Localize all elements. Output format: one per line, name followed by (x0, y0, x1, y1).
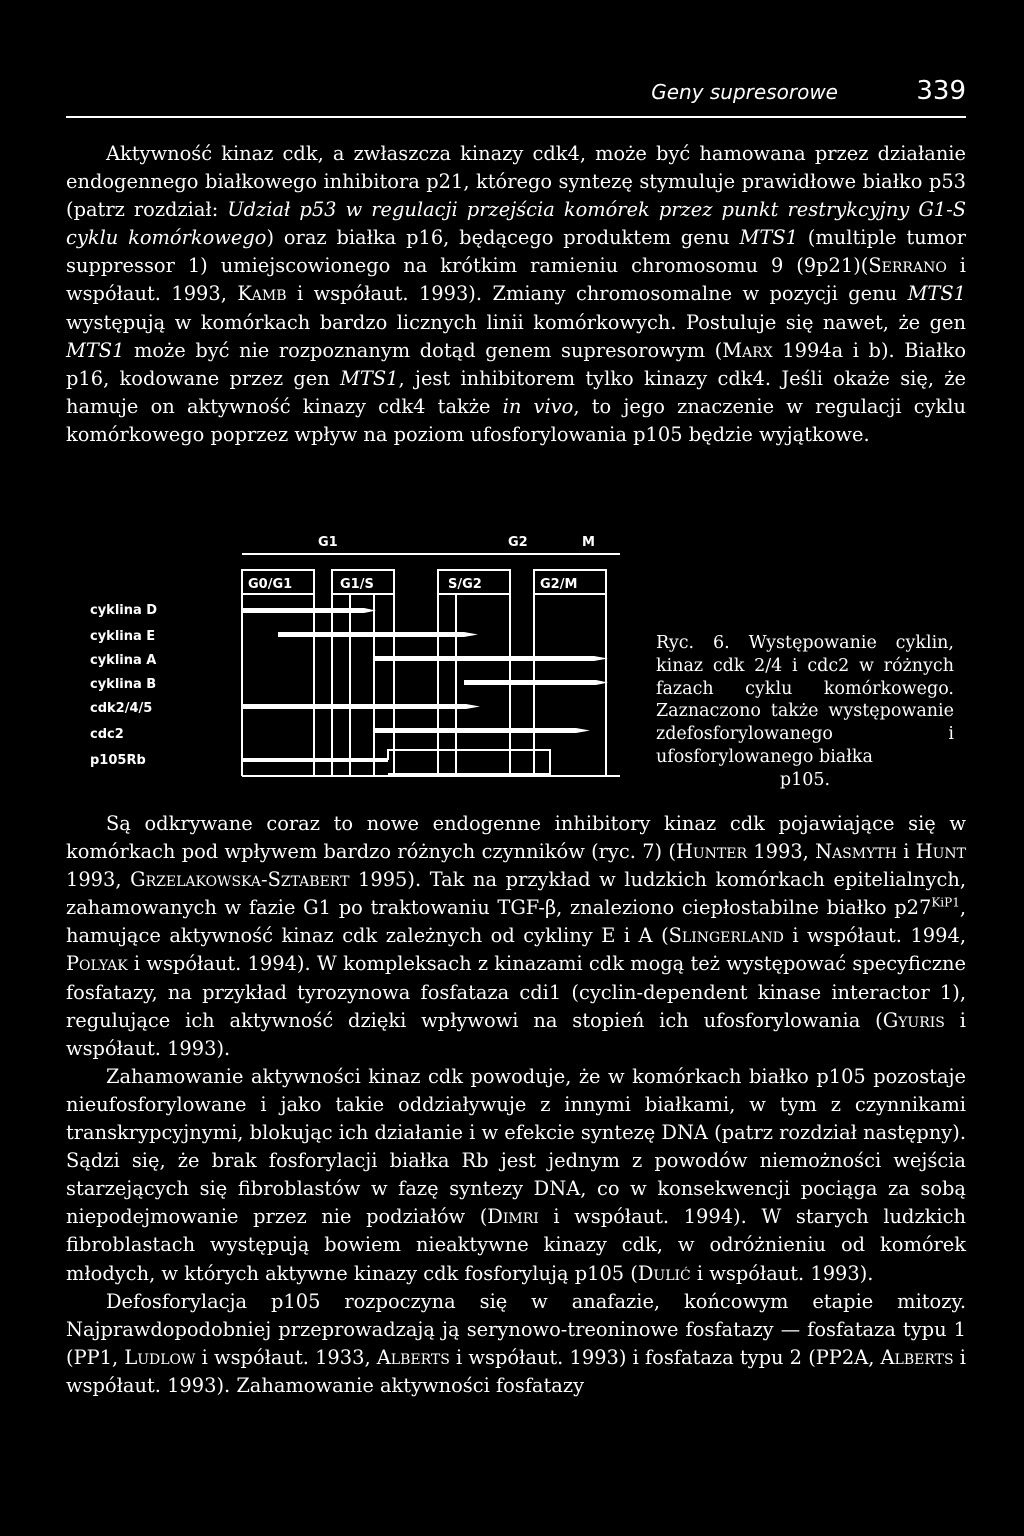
row-label-cyclin-b: cyklina B (90, 677, 157, 692)
page-number: 339 (916, 76, 966, 106)
text-run: Są odkrywane coraz to nowe endogenne inhibitory kinaz cdk pojawiające się w komórkach pod wpływem bardzo różnych czynników (ryc. 7) ( (66, 812, 966, 864)
paragraph (66, 1063, 966, 1288)
citation-author: Nasmyth (815, 840, 897, 864)
phase-label-sg2: S/G2 (448, 577, 482, 592)
text-run: Aktywność kinaz cdk, a zwłaszcza kinazy cdk4, może być hamowana przez działanie endogennego białkowego inhibitora p21, którego syntezę stymuluje prawidłowe białko p53 (patrz rozdział: (66, 142, 966, 222)
citation-author: Slingerland (668, 924, 784, 948)
text-run: Zahamowanie aktywności kinaz cdk powoduje, że w komórkach białko p105 pozostaje nieufosforylowane i jako takie oddziaływuje z innymi białkami, w tym z czynnikami transkrypcyjnymi, blokując ich działanie i w efekcie syntezę DNA (patrz rozdział następny). Sądzi się, że brak fosforylacji białka Rb jest jednym z powodów niemożności wejścia starzejących się fibroblastów w fazę syntezy DNA, co w konsekwencji pociąga za sobą niepodejmowanie przez nie podziałów ( (66, 1064, 966, 1229)
text-run: , to jego znaczenie w regulacji cyklu komórkowego poprzez wpływ na poziom ufosforylowania p105 będzie wyjątkowe. (66, 394, 966, 446)
text-run: (multiple tumor suppressor 1) umiejscowionego na krótkim ramieniu chromosomu 9 (9p21)( (66, 226, 966, 278)
row-label-cyclin-d: cyklina D (90, 603, 158, 618)
text-run: Defosforylacja p105 rozpoczyna się w anafazie, końcowym etapie mitozy. Najprawdopodobniej przeprowadzają ją serynowo-treoninowe fosfatazy — fosfataza typu 1 (PP1, (66, 1289, 966, 1369)
text-run: 1993, (747, 840, 816, 864)
phase-label-g2m: G2/M (540, 577, 578, 592)
row-label-p105rb: p105Rb (90, 753, 146, 768)
row-label-cdc2: cdc2 (90, 727, 124, 742)
citation-author: Hunter (675, 840, 748, 864)
row-label-cyclin-e: cyklina E (90, 629, 156, 644)
text-run: i (896, 840, 916, 864)
bar-cyclin-d (242, 608, 364, 613)
citation-author: Hunt (915, 840, 966, 864)
paragraph (66, 140, 966, 449)
text-run: , hamujące aktywność kinaz cdk zależnych od cykliny E i A ( (66, 896, 966, 948)
phase-label-g1s: G1/S (340, 577, 374, 592)
bar-cyclin-a (374, 656, 594, 661)
top-label-g1: G1 (318, 535, 338, 550)
citation-author: Alberts (376, 1345, 450, 1369)
bar-p105-phosphorylated (388, 750, 550, 774)
running-title: Geny supresorowe (651, 80, 838, 104)
gene-name: MTS1 (739, 226, 798, 250)
citation-author: Dimri (487, 1205, 539, 1229)
text-run: i współaut. 1933, (195, 1345, 377, 1369)
citation-author: Marx (722, 338, 773, 362)
bar-cdc2-tip (576, 728, 590, 733)
figure-caption (656, 632, 954, 792)
text-run: i współaut. 1993). (66, 1008, 966, 1060)
bar-cyclin-e-tip (464, 632, 478, 637)
text-run: 1993, (66, 868, 131, 892)
bar-cyclin-b (464, 680, 596, 685)
body-text-bottom (66, 810, 966, 1400)
citation-author: Dulić (637, 1261, 691, 1285)
bar-p105-dephosphorylated (242, 758, 388, 762)
text-run: i współaut. 1994). W kompleksach z kinazami cdk mogą też występować specyficzne fosfatazy, na przykład tyrozynowa fosfataza cdi1 (cyclin-dependent kinase interactor 1), regulujące ich aktywność dzięki wpływowi na stopień ich ufosforylowania ( (66, 952, 966, 1032)
body-text-top (66, 140, 966, 449)
row-label-cdk245: cdk2/4/5 (90, 701, 153, 716)
caption-text: Ryc. 6. Występowanie cyklin, kinaz cdk 2/4 i cdc2 w różnych fazach cyklu komórkowego. Zaznaczono także występowanie zdefosforylowanego i ufosforylowanego białka (656, 633, 954, 767)
top-label-g2: G2 (508, 535, 528, 550)
text-run: występują w komórkach bardzo licznych linii komórkowych. Postuluje się nawet, że gen (66, 310, 966, 334)
presence-bars (242, 608, 608, 762)
bar-cdk245 (242, 704, 466, 709)
bar-cyclin-e (278, 632, 464, 637)
citation-author: Gyuris (882, 1008, 945, 1032)
superscript: KiP1 (931, 895, 960, 910)
text-run: ) oraz białka p16, będącego produktem genu (266, 226, 740, 250)
text-run: i współaut. 1993). Zmiany chromosomalne w pozycji genu (286, 282, 908, 306)
text-run: i współaut. 1993, (66, 254, 966, 306)
citation-author: Ludlow (124, 1345, 196, 1369)
citation-author: Alberts (880, 1345, 954, 1369)
text-run: i współaut. 1993) i fosfataza typu 2 (PP2A, (449, 1345, 881, 1369)
chapter-reference: Udział p53 w regulacji przejścia komórek przez punkt restrykcyjny G1-S cyklu komórkowego (66, 198, 966, 250)
caption-text-last: p105. (779, 769, 831, 790)
bar-cdc2 (374, 728, 576, 733)
figure-cell-cycle (88, 530, 628, 790)
citation-author: Kamb (237, 282, 287, 306)
top-label-m: M (582, 535, 595, 550)
gene-name: MTS1 (340, 366, 399, 390)
citation-author: Polyak (66, 952, 128, 976)
latin-term: in vivo (502, 394, 574, 418)
text-run: i współaut. 1994). W starych ludzkich fibroblastach występują bowiem nieaktywne kinazy cdk, w odróżnieniu od komórek młodych, w których aktywne kinazy cdk fosforylują p105 ( (66, 1205, 966, 1285)
text-run: może być nie rozpoznanym dotąd genem supresorowym ( (124, 338, 723, 362)
bar-cdk245-tip (466, 704, 480, 709)
phase-label-g0g1: G0/G1 (248, 577, 293, 592)
text-run: 1995). Tak na przykład w ludzkich komórkach epitelialnych, zahamowanych w fazie G1 po traktowaniu TGF-β, znaleziono ciepłostabilne białko p27 (66, 868, 966, 920)
citation-author: Grzelakowska-Sztabert (130, 868, 350, 892)
text-run: i współaut. 1993). (690, 1261, 874, 1285)
text-run: i współaut. 1993). Zahamowanie aktywności fosfatazy (66, 1345, 966, 1397)
citation-author: Serrano (868, 254, 947, 278)
row-label-cyclin-a: cyklina A (90, 653, 157, 668)
text-run: 1994a i b). Białko p16, kodowane przez gen (66, 338, 966, 390)
text-run: i współaut. 1994, (783, 924, 966, 948)
paragraph (66, 810, 966, 1063)
text-run: , jest inhibitorem tylko kinazy cdk4. Jeśli okaże się, że hamuje on aktywność kinazy cdk4 także (66, 366, 966, 418)
gene-name: MTS1 (907, 282, 966, 306)
cell-cycle-diagram (88, 530, 628, 790)
page-header (66, 76, 966, 118)
paragraph (66, 1288, 966, 1400)
gene-name: MTS1 (66, 338, 125, 362)
